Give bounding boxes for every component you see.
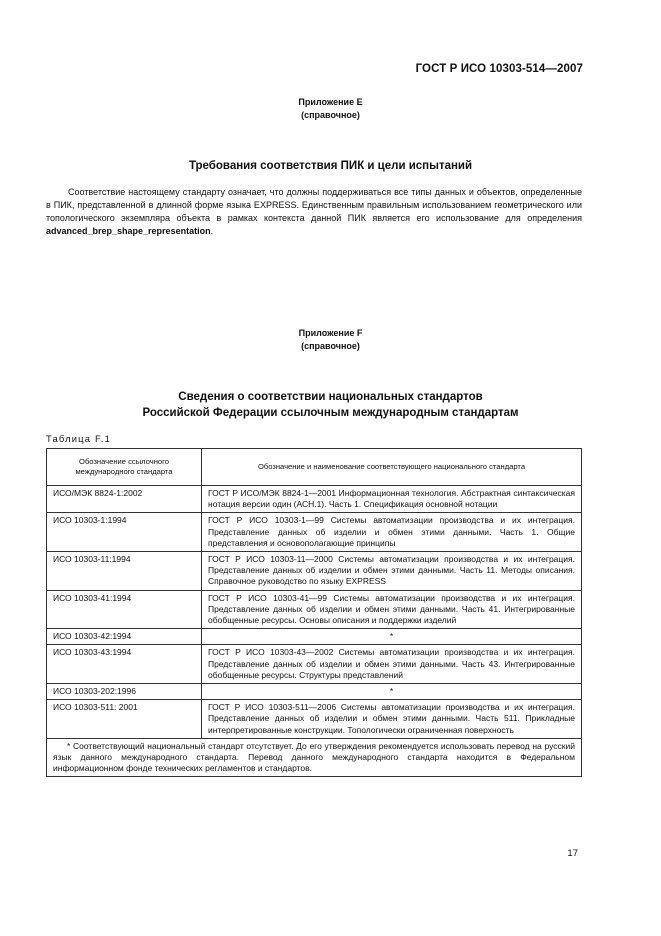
appendix-f-heading-line1: Сведения о соответствии национальных стандартов bbox=[178, 391, 483, 403]
table-row bbox=[47, 552, 582, 591]
paragraph-end: . bbox=[210, 226, 214, 236]
table-label: Таблица F.1 bbox=[46, 433, 112, 444]
appendix-e-heading: Требования соответствия ПИК и цели испытаний bbox=[188, 160, 473, 172]
national-cell: ГОСТ Р ИСО 10303-43—2002 Системы автоматизации производства и их интеграция. Представление данных об изделии и обмен этими данными. Часть 43. Интегрированные обобщенные ресурсы. Структуры представлений bbox=[202, 645, 582, 684]
national-cell: * bbox=[202, 629, 582, 645]
ref-cell: ИСО 10303-1:1994 bbox=[47, 513, 202, 552]
appendix-f-subtitle: (справочное) bbox=[301, 341, 360, 351]
paragraph-bold-term: advanced_brep_shape_representation bbox=[46, 226, 211, 236]
table-row bbox=[47, 700, 582, 739]
appendix-e-subtitle: (справочное) bbox=[301, 110, 360, 120]
appendix-e-paragraph bbox=[46, 186, 582, 238]
appendix-f-title: Приложение F bbox=[298, 328, 363, 338]
page-number: 17 bbox=[567, 848, 578, 859]
table-row bbox=[47, 645, 582, 684]
ref-cell: ИСО 10303-11:1994 bbox=[47, 552, 202, 591]
ref-cell: ИСО 10303-43:1994 bbox=[47, 645, 202, 684]
footnote-text: * Соответствующий национальный стандарт отсутствует. До его утверждения рекомендуется использовать перевод на русский язык данного международного стандарта. Перевод данного международного стандарта находится в Федеральном информационном фонде технических регламентов и стандартов. bbox=[53, 740, 575, 774]
ref-cell: ИСО 10303-41:1994 bbox=[47, 590, 202, 629]
appendix-e-title: Приложение E bbox=[298, 97, 363, 107]
table-row bbox=[47, 629, 582, 645]
national-cell: ГОСТ Р ИСО 10303-41—99 Системы автоматизации производства и их интеграция. Представление данных об изделии и обмен этими данными. Часть 41. Интегрированные обобщенные ресурсы. Основы описания и поддержки изделий bbox=[202, 590, 582, 629]
col1-header: Обозначение ссылочного международного стандарта bbox=[47, 449, 202, 486]
table-row bbox=[47, 590, 582, 629]
appendix-f-heading-line2: Российской Федерации ссылочным международным стандартам bbox=[142, 407, 519, 419]
table-footnote-row bbox=[47, 738, 582, 777]
standards-table bbox=[46, 448, 582, 777]
ref-cell: ИСО 10303-42:1994 bbox=[47, 629, 202, 645]
table-row bbox=[47, 513, 582, 552]
ref-cell: ИСО 10303-511: 2001 bbox=[47, 700, 202, 739]
national-cell: ГОСТ Р ИСО/МЭК 8824-1—2001 Информационная технология. Абстрактная синтаксическая нотация версии один (АСН.1). Часть 1. Спецификация основной нотации bbox=[202, 486, 582, 513]
table-footnote bbox=[47, 738, 582, 777]
table-header-row bbox=[47, 449, 582, 486]
national-cell: ГОСТ Р ИСО 10303-1—99 Системы автоматизации производства и их интеграция. Представление данных об изделии и обмен этими данными. Часть 1. Общие представления и основополагающие принципы bbox=[202, 513, 582, 552]
document-code: ГОСТ Р ИСО 10303-514—2007 bbox=[415, 63, 583, 75]
national-cell: ГОСТ Р ИСО 10303-511—2006 Системы автоматизации производства и их интеграция. Представление данных об изделии и обмен этими данными. Часть 511. Прикладные интерпретированные конструкции. Топологически ограниченная поверхность bbox=[202, 700, 582, 739]
ref-cell: ИСО/МЭК 8824-1:2002 bbox=[47, 486, 202, 513]
ref-cell: ИСО 10303-202:1996 bbox=[47, 684, 202, 700]
paragraph-text: Соответствие настоящему стандарту означает, что должны поддерживаться все типы данных и объектов, определенные в ПИК, представленной в длинной форме языка EXPRESS. Единственным правильным использованием геометрического или топологического экземпляра объекта в рамках контекста данной ПИК является его использование для определения bbox=[46, 187, 582, 223]
col2-header: Обозначение и наименование соответствующего национального стандарта bbox=[202, 449, 582, 486]
national-cell: ГОСТ Р ИСО 10303-11—2000 Системы автоматизации производства и их интеграция. Представление данных об изделии и обмен этими данными. Часть 11. Методы описания. Справочное руководство по языку EXPRESS bbox=[202, 552, 582, 591]
table-row bbox=[47, 486, 582, 513]
table-row bbox=[47, 684, 582, 700]
national-cell: * bbox=[202, 684, 582, 700]
